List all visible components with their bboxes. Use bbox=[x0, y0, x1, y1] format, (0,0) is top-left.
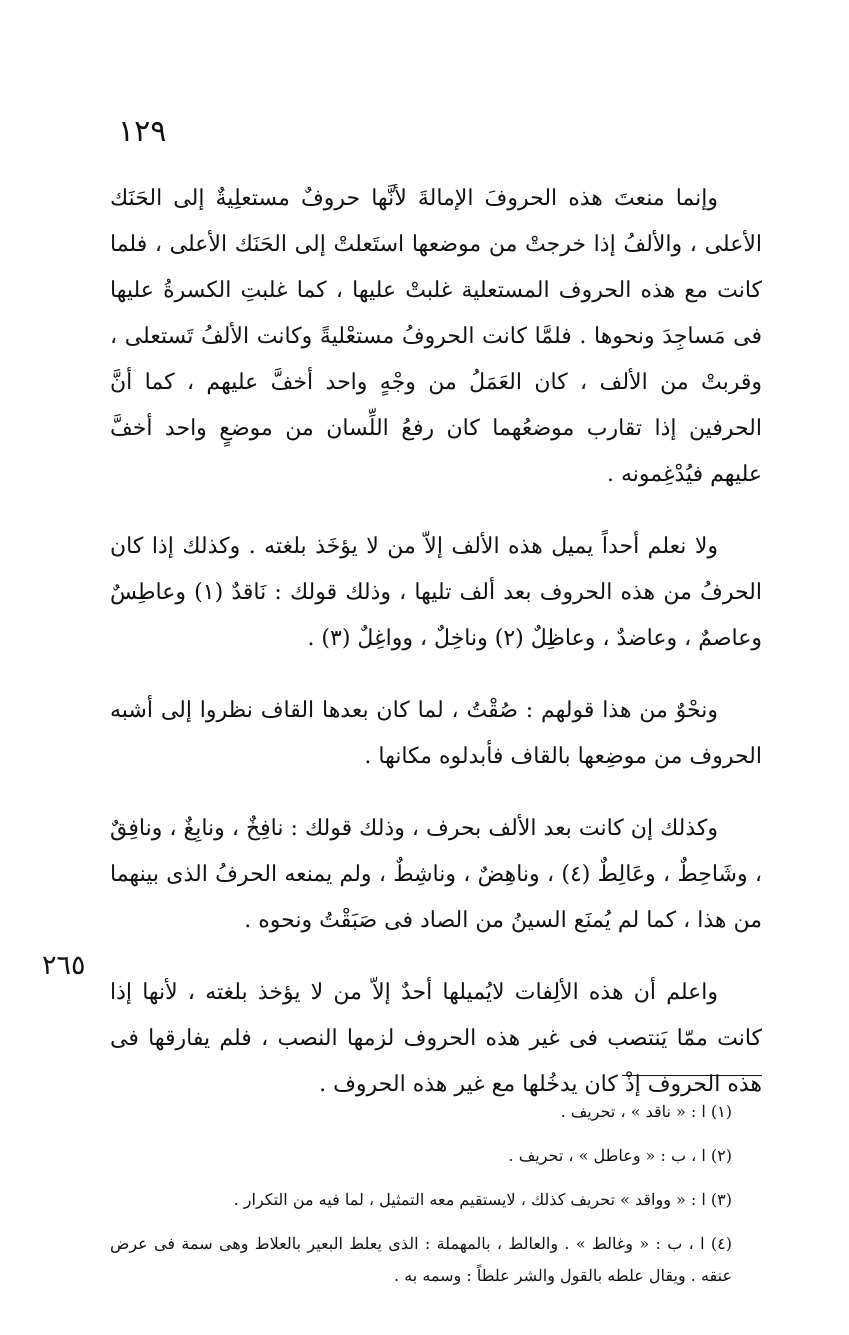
footnotes bbox=[110, 1096, 732, 1304]
footnote: (٤) ا ، ب : « وغالط » . والعالط ، بالمهملة : الذى يعلط البعير بالعلاط وهى سمة فى عرض عنقه . ويقال علطه بالقول والشر علطاً : وسمه به . bbox=[110, 1234, 732, 1285]
paragraph: واعلم أن هذه الألِفات لايُميلها أحدٌ إلاّ من لا يؤخذ بلغته ، لأنها إذا كانت ممّا يَنتصب فى غير هذه الحروف لزمها النصب ، فلم يفارقها فى هذه الحروف إذْ كان يدخُلها مع غير هذه الحروف . bbox=[110, 980, 762, 1097]
footnote: (١) ا : « ناقد » ، تحريف . bbox=[560, 1102, 732, 1121]
footnote-divider bbox=[622, 1075, 762, 1076]
paragraph: وكذلك إن كانت بعد الألف بحرف ، وذلك قولك : نافِخٌ ، ونابِغٌ ، ونافِقٌ ، وشَاحِطٌ ، وعَالِطٌ (٤) ، وناهِضٌ ، وناشِطٌ ، ولم يمنعه الحرفُ الذى بينهما من هذا ، كما لم يُمنَع السينُ من الصاد فى صَبَقْتُ ونحوه . bbox=[110, 816, 762, 933]
paragraph: وإنما منعتَ هذه الحروفَ الإمالةَ لأنَّها حروفٌ مستعلِيةٌ إلى الحَنَك الأعلى ، والألفُ إذا خرجتْ من موضعها استَعلتْ إلى الحَنَك الأعلى ، فلما كانت مع هذه الحروف المستعلية غلبتْ عليها ، كما غلبتِ الكسرةُ عليها فى مَساجِدَ ونحوها . فلمَّا كانت الحروفُ مستعْليةً وكانت الألفُ تَستعلى ، وقربتْ من الألف ، كان العَمَلُ من وجْهٍ واحد أخفَّ عليهم ، كما أنَّ الحرفين إذا تقارب موضعُهما كان رفعُ اللِّسان من موضعٍ واحد أخفَّ عليهم فيُدْغِمونه . bbox=[110, 186, 762, 487]
footnote: (٢) ا ، ب : « وعاطل » ، تحريف . bbox=[508, 1146, 732, 1165]
page-number: ١٢٩ bbox=[118, 114, 167, 149]
footnote: (٣) ا : « وواقد » تحريف كذلك ، لايستقيم معه التمثيل ، لما فيه من التكرار . bbox=[233, 1190, 732, 1209]
main-text bbox=[110, 176, 762, 1134]
margin-page-reference: ٢٦٥ bbox=[42, 950, 86, 981]
paragraph: ونحْوٌ من هذا قولهم : صُقْتُ ، لما كان بعدها القاف نظروا إلى أشبه الحروف من موضِعها بالقاف فأبدلوه مكانها . bbox=[110, 698, 762, 769]
paragraph: ولا نعلم أحداً يميل هذه الألف إلاّ من لا يؤخَذ بلغته . وكذلك إذا كان الحرفُ من هذه الحروف بعد ألف تليها ، وذلك قولك : نَاقدٌ (١) وعاطِسٌ وعاصمٌ ، وعاضدٌ ، وعاظِلٌ (٢) وناخِلٌ ، وواغِلٌ (٣) . bbox=[110, 534, 762, 651]
